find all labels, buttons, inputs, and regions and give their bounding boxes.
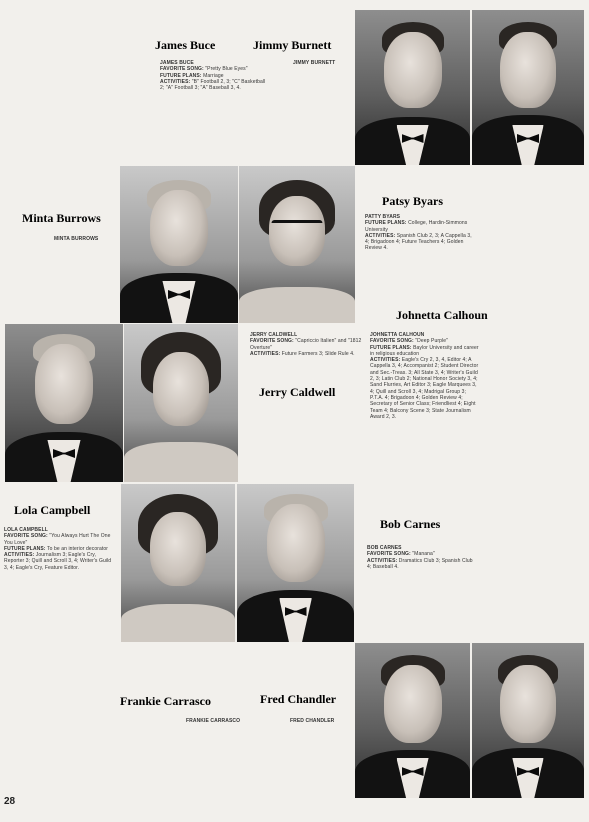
portrait-jerry-caldwell (5, 324, 123, 482)
student-caption (54, 236, 98, 242)
caption-name: JERRY CALDWELL (250, 332, 298, 338)
portrait-bob-carnes (237, 484, 354, 642)
caption-key: FAVORITE SONG: (4, 533, 48, 540)
caption-value: Future Farmers 3; Slide Rule 4. (281, 350, 355, 357)
caption-key: ACTIVITIES: (370, 357, 401, 364)
caption-value: "Pretty Blue Eyes" (205, 66, 248, 73)
caption-key: ACTIVITIES: (365, 232, 396, 239)
student-caption (370, 332, 480, 420)
student-name: James Buce (155, 38, 216, 52)
portrait-fred-chandler (472, 643, 584, 798)
caption-key: ACTIVITIES: (367, 557, 398, 564)
caption-value: Marriage (203, 72, 224, 79)
caption-name: JOHNETTA CALHOUN (370, 332, 425, 338)
caption-name: FRED CHANDLER (290, 718, 335, 724)
caption-key: FAVORITE SONG: (250, 338, 294, 345)
caption-name: JIMMY BURNETT (293, 60, 336, 66)
portrait-johnetta-calhoun (124, 324, 238, 482)
caption-value: "B" Football 2, 3; "C" Basketball 2; "A" Football 3; "A" Baseball 3, 4. (160, 78, 266, 92)
caption-value: "You Always Hurt The One You Love" (4, 533, 111, 546)
caption-value: College, Hardin-Simmons University (365, 220, 468, 233)
student-name: Minta Burrows (22, 211, 101, 225)
student-caption (367, 545, 477, 570)
student-caption (4, 527, 116, 571)
portrait-james-buce (355, 10, 470, 165)
caption-name: LOLA CAMPBELL (4, 527, 48, 533)
student-name: Johnetta Calhoun (396, 308, 488, 322)
caption-value: Dramatics Club 3; Spanish Club 4; Baseball 4. (367, 557, 473, 570)
portrait-minta-burrows (120, 166, 238, 323)
portrait-jimmy-burnett (472, 10, 584, 165)
student-name: Lola Campbell (14, 503, 91, 517)
caption-value: "Capriccio Italien" and "1812 Overture" (250, 338, 362, 351)
caption-key: FAVORITE SONG: (370, 338, 414, 345)
student-caption (293, 60, 335, 66)
student-caption (250, 332, 362, 357)
student-name: Bob Carnes (380, 517, 441, 531)
caption-value: Eagle's Cry 2, 3, 4, Editor 4; A Cappella 3, 4; Accompanist 2; Student Director and Sec.-Treas. 3; All State 3, 4; Writer's Guild 2, 3; Latin Club 2; National Honor Society 3, 4; Sand Flurries, Art Editor 3; Eagle Marquees 3, 4; Quill and Scroll 3, 4; Madrigal Group 3; P.T.A. 4; Brigadoon 4; Golden Review 4; Secretary of Senior Class; Friendliest 4; Eight Team 4; Balcony Scene 3; State Journalism Award 2, 3. (370, 357, 479, 420)
caption-key: ACTIVITIES: (4, 552, 35, 559)
portrait-lola-campbell (121, 484, 235, 642)
caption-key: FAVORITE SONG: (367, 551, 411, 558)
caption-name: FRANKIE CARRASCO (186, 718, 241, 724)
student-caption (186, 718, 240, 724)
student-name: Jimmy Burnett (253, 38, 332, 52)
student-name: Frankie Carrasco (120, 694, 211, 708)
student-caption (290, 718, 334, 724)
caption-key: FUTURE PLANS: (4, 545, 46, 552)
caption-key: ACTIVITIES: (160, 78, 191, 85)
caption-name: JAMES BUCE (160, 60, 194, 66)
portrait-frankie-carrasco (355, 643, 470, 798)
caption-key: ACTIVITIES: (250, 350, 281, 357)
caption-value: To be an interior decorator (46, 545, 109, 552)
caption-value: Journalism 3; Eagle's Cry, Reporter 3; Quill and Scroll 3, 4; Writer's Guild 3, 4; Eagle's Cry, Feature Editor. (4, 552, 112, 571)
caption-name: PATTY BYARS (365, 214, 401, 220)
caption-value: "Deep Purple" (415, 338, 448, 345)
caption-name: BOB CARNES (367, 545, 402, 551)
caption-key: FUTURE PLANS: (160, 72, 202, 79)
caption-key: FUTURE PLANS: (365, 220, 407, 227)
student-caption (365, 214, 475, 252)
caption-name: MINTA BURROWS (54, 236, 99, 242)
student-name: Fred Chandler (260, 692, 337, 706)
caption-value: Baylor University and career in religious education (370, 344, 479, 357)
portrait-patsy-byars (239, 166, 355, 323)
student-name: Jerry Caldwell (259, 385, 336, 399)
caption-key: FAVORITE SONG: (160, 66, 204, 73)
caption-value: "Manana" (412, 551, 435, 558)
student-name: Patsy Byars (382, 194, 443, 208)
page-number: 28 (4, 796, 16, 807)
student-caption (160, 60, 270, 91)
caption-value: Spanish Club 2, 3; A Cappella 3, 4; Brigadoon 4; Future Teachers 4; Golden Review 4. (365, 232, 472, 252)
caption-key: FUTURE PLANS: (370, 344, 412, 351)
